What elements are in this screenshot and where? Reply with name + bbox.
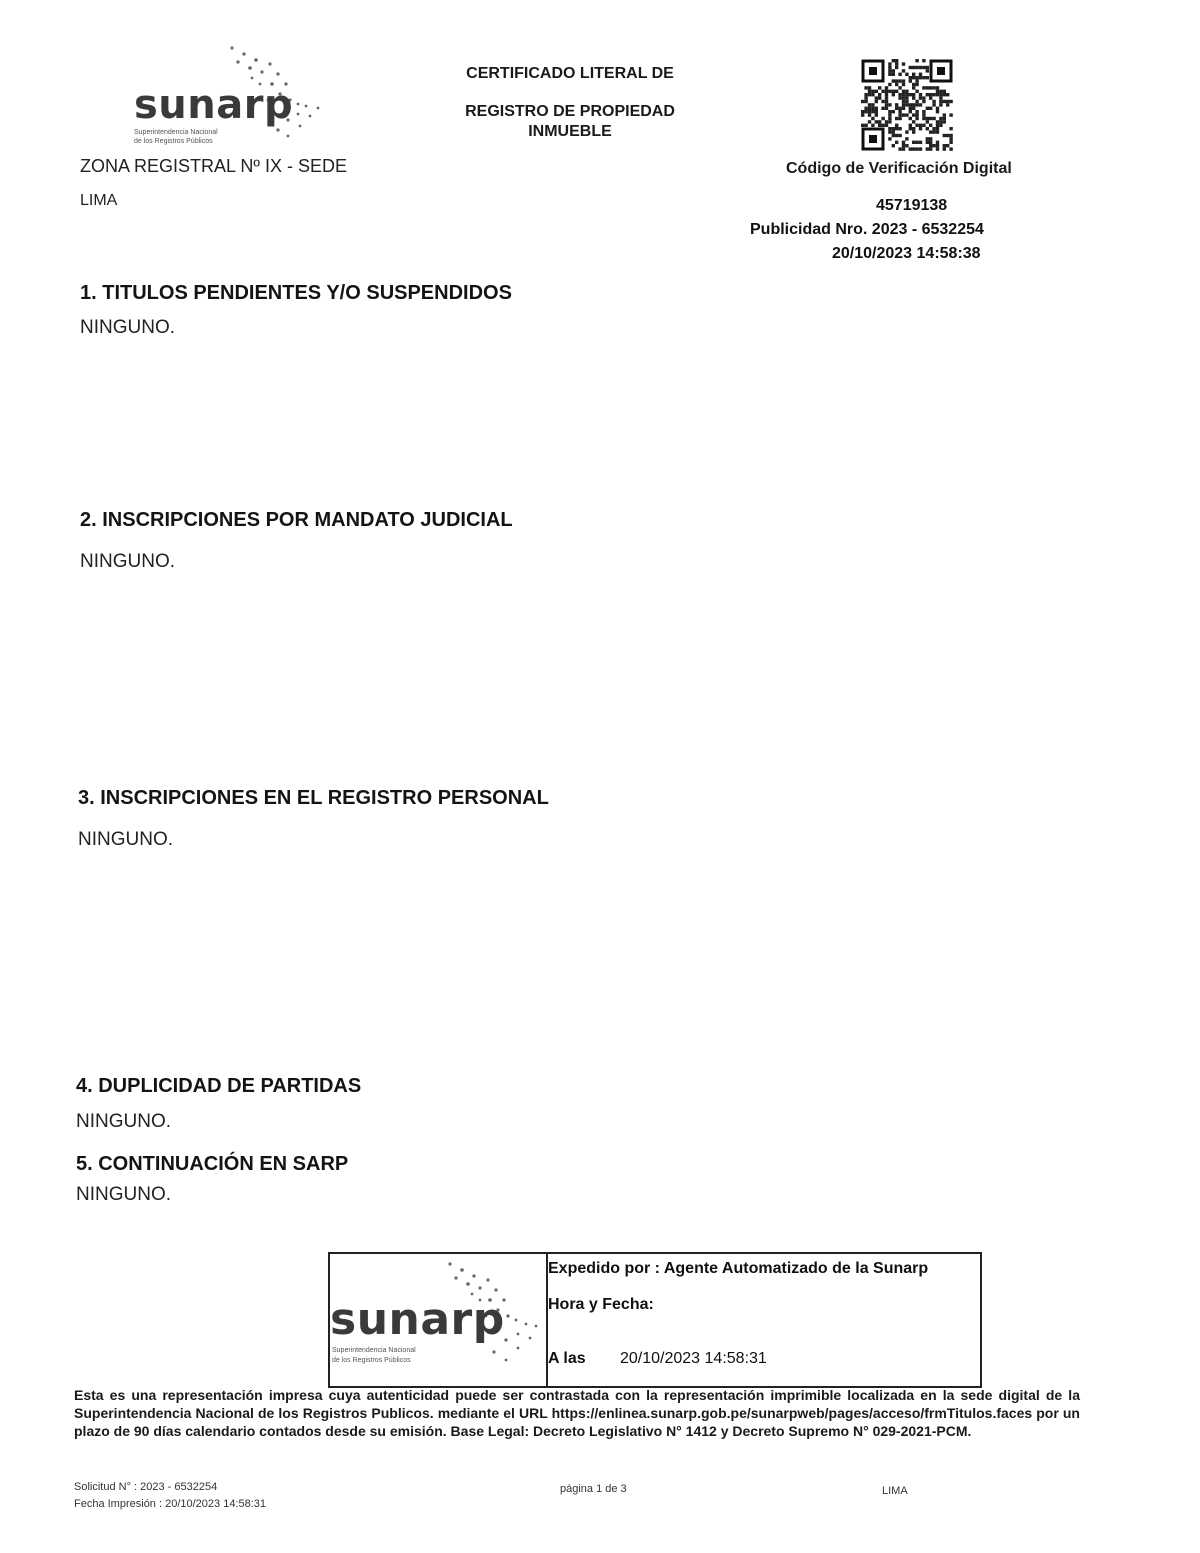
section-body-2: NINGUNO.: [80, 551, 175, 572]
footer-city: LIMA: [882, 1485, 908, 1497]
stamp-logo-subtitle-1: Superintendencia Nacional: [332, 1347, 416, 1354]
publicidad-number: Publicidad Nro. 2023 - 6532254: [750, 221, 984, 238]
stamp-logo-subtitle-2: de los Registros Públicos: [332, 1357, 411, 1364]
section-body-4: NINGUNO.: [76, 1111, 171, 1132]
section-title-5: 5. CONTINUACIÓN EN SARP: [76, 1153, 349, 1175]
digital-stamp: [328, 1252, 982, 1388]
section-body-1: NINGUNO.: [80, 317, 175, 338]
section-title-4: 4. DUPLICIDAD DE PARTIDAS: [76, 1075, 362, 1097]
zona-registral: ZONA REGISTRAL Nº IX - SEDE: [80, 156, 347, 176]
fecha-impresion: Fecha Impresión : 20/10/2023 14:58:31: [74, 1498, 267, 1510]
verification-code: 45719138: [876, 197, 948, 214]
section-body-5: NINGUNO.: [76, 1184, 171, 1205]
logo-subtitle-2: de los Registros Públicos: [134, 138, 213, 145]
section-title-2: 2. INSCRIPCIONES POR MANDATO JUDICIAL: [80, 509, 513, 531]
zona-city: LIMA: [80, 192, 118, 209]
stamp-a-las: A las: [548, 1350, 586, 1367]
title-line-1: CERTIFICADO LITERAL DE: [466, 65, 674, 82]
solicitud-number: Solicitud N° : 2023 - 6532254: [74, 1481, 218, 1493]
sunarp-logo: [128, 44, 348, 154]
stamp-datetime: 20/10/2023 14:58:31: [620, 1350, 767, 1367]
title-line-3: INMUEBLE: [528, 123, 612, 140]
stamp-logo-wordmark: sunarp: [330, 1294, 505, 1345]
page-number: página 1 de 3: [560, 1483, 627, 1495]
qr-code-icon: [860, 58, 954, 152]
legal-notice: Esta es una representación impresa cuya autenticidad puede ser contrastada con la representación imprimible localizada en la sede digital de la Superintendencia Nacional de los Registros Publicos. mediante el URL https://enlinea.sunarp.gob.pe/sunarpweb/pages/acceso/frmTitulos.faces por un plazo de 90 días calendario contados desde su emisión. Base Legal: Decreto Legislativo N° 1412 y Decreto Supremo N° 029-2021-PCM.: [74, 1387, 1080, 1439]
stamp-logo: [330, 1254, 548, 1386]
title-line-2: REGISTRO DE PROPIEDAD: [465, 103, 675, 120]
section-title-1: 1. TITULOS PENDIENTES Y/O SUSPENDIDOS: [80, 282, 512, 304]
document-title: [430, 64, 710, 142]
publicidad-date: 20/10/2023 14:58:38: [832, 245, 981, 262]
logo-wordmark: sunarp: [134, 82, 294, 128]
stamp-expedido: Expedido por : Agente Automatizado de la Sunarp: [548, 1260, 929, 1277]
verification-label: Código de Verificación Digital: [786, 160, 1012, 177]
section-body-3: NINGUNO.: [78, 829, 173, 850]
logo-subtitle-1: Superintendencia Nacional: [134, 129, 218, 136]
stamp-hora-fecha: Hora y Fecha:: [548, 1296, 654, 1313]
section-title-3: 3. INSCRIPCIONES EN EL REGISTRO PERSONAL: [78, 787, 549, 809]
